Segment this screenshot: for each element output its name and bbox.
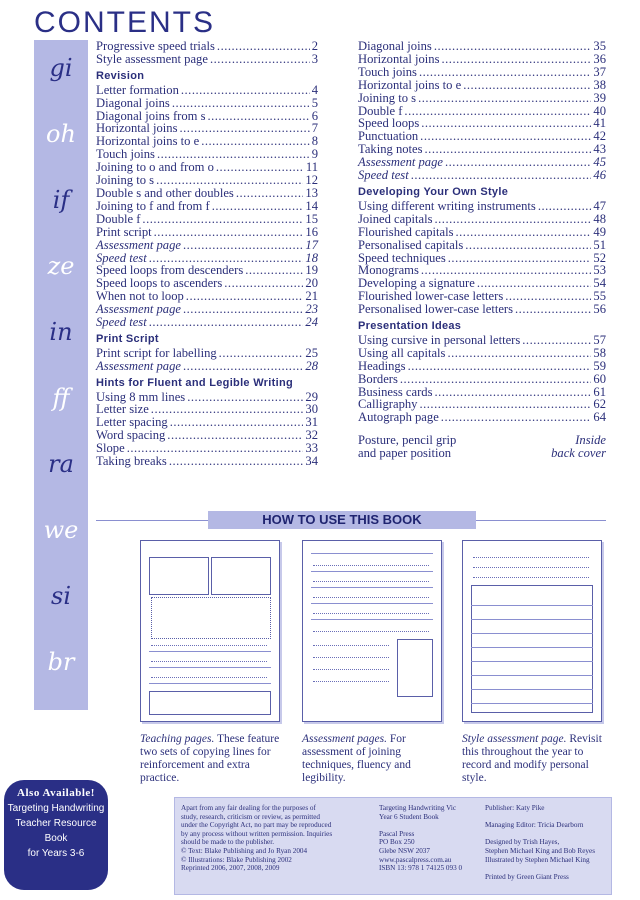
toc-entry-page: 16 bbox=[305, 224, 318, 239]
toc-entry-page: 46 bbox=[593, 168, 606, 183]
dot-leader bbox=[183, 303, 303, 316]
caption-style-assessment: Style assessment page. Revisit this throughout the year to record and modify personal style. bbox=[462, 733, 602, 784]
dot-leader bbox=[201, 135, 310, 148]
toc-entry-page: 55 bbox=[593, 289, 606, 304]
imprint-line: PO Box 250 bbox=[379, 838, 415, 847]
toc-entry bbox=[358, 200, 606, 213]
caption-teaching: Teaching pages. These feature two sets of copying lines for reinforcement and extra practice. bbox=[140, 733, 280, 784]
stripe-letter: si bbox=[51, 582, 71, 610]
section-heading: Revision bbox=[96, 69, 145, 82]
dot-leader bbox=[180, 122, 310, 135]
toc-entry-page: 64 bbox=[593, 410, 606, 425]
toc-entry-title: Speed loops bbox=[358, 116, 420, 131]
dot-leader bbox=[447, 347, 591, 360]
toc-entry-page: 42 bbox=[593, 129, 606, 144]
toc-entry bbox=[358, 40, 606, 53]
toc-entry-page: 53 bbox=[593, 263, 606, 278]
toc-entry-title: Flourished lower-case letters bbox=[358, 289, 504, 304]
assessment-page-thumbnail bbox=[302, 540, 442, 722]
imprint-credits bbox=[485, 804, 609, 881]
toc-entry-page: 12 bbox=[305, 173, 318, 188]
dot-leader bbox=[216, 161, 304, 174]
toc-entry-title: Autograph page bbox=[358, 410, 439, 425]
toc-entry-title: Diagonal joins bbox=[96, 95, 170, 110]
imprint-line bbox=[485, 830, 609, 839]
toc-entry bbox=[358, 411, 606, 424]
dot-leader bbox=[219, 347, 304, 360]
dot-leader bbox=[411, 169, 592, 182]
toc-entry-title: Speed test bbox=[96, 315, 147, 330]
toc-entry-title: Developing a signature bbox=[358, 276, 475, 291]
also-available-badge: Also Available! Targeting Handwriting Teacher Resource Book for Years 3-6 bbox=[4, 780, 108, 890]
toc-entry-title: Progressive speed trials bbox=[96, 39, 215, 53]
toc-entry-page: 47 bbox=[593, 198, 606, 213]
toc-entry-title: Joining to f and from f bbox=[96, 198, 210, 213]
toc-entry-page: 31 bbox=[305, 415, 318, 430]
toc-entry bbox=[96, 429, 318, 442]
toc-entry-page: 28 bbox=[305, 358, 318, 373]
imprint-line: © Text: Blake Publishing and Jo Ryan 2004 bbox=[181, 846, 308, 855]
toc-entry-title: Assessment page bbox=[96, 358, 181, 373]
toc-entry-page: 20 bbox=[305, 276, 318, 291]
dot-leader bbox=[212, 200, 304, 213]
toc-entry-title: Assessment page bbox=[358, 155, 443, 170]
dot-leader bbox=[181, 84, 310, 97]
stripe-letter: ff bbox=[52, 384, 70, 412]
stripe-letter: ra bbox=[48, 450, 74, 478]
toc-entry-title: Touch joins bbox=[358, 64, 417, 79]
caption-assessment: Assessment pages. For assessment of joining techniques, fluency and legibility. bbox=[302, 733, 411, 784]
toc-entry-title: Double s and other doubles bbox=[96, 185, 234, 200]
imprint-line: Pascal Press bbox=[379, 829, 415, 838]
dot-leader bbox=[224, 277, 303, 290]
toc-entry-page: 60 bbox=[593, 371, 606, 386]
toc-entry-page: 11 bbox=[305, 160, 318, 175]
imprint-copyright bbox=[181, 804, 371, 873]
toc-entry bbox=[96, 213, 318, 226]
toc-entry-page: 33 bbox=[305, 441, 318, 456]
toc-entry-page: 23 bbox=[305, 302, 318, 317]
toc-entry-title: Speed techniques bbox=[358, 250, 446, 265]
dot-leader bbox=[445, 156, 591, 169]
toc-entry bbox=[358, 226, 606, 239]
toc-entry-title: Business cards bbox=[358, 384, 433, 399]
toc-entry-title: Taking breaks bbox=[96, 454, 167, 469]
toc-entry-page: 30 bbox=[305, 402, 318, 417]
section-heading: Presentation Ideas bbox=[358, 320, 462, 333]
imprint-line bbox=[485, 864, 609, 873]
dot-leader bbox=[170, 416, 304, 429]
toc-entry-page: 35 bbox=[593, 39, 606, 53]
toc-entry bbox=[96, 200, 318, 213]
toc-entry-page: 52 bbox=[593, 250, 606, 265]
toc-entry-page: 5 bbox=[311, 95, 318, 110]
toc-entry-title: Calligraphy bbox=[358, 397, 418, 412]
imprint-line: ISBN 13: 978 1 74125 093 0 bbox=[379, 864, 463, 873]
decorative-letter-stripe bbox=[34, 40, 88, 710]
toc-entry-page: 4 bbox=[311, 82, 318, 97]
toc-entry-title: When not to loop bbox=[96, 289, 184, 304]
toc-entry-title: Taking notes bbox=[358, 142, 423, 157]
dot-leader bbox=[404, 105, 591, 118]
toc-entry-title: Horizontal joins to e bbox=[96, 134, 200, 149]
imprint-line: Glebe NSW 2037 bbox=[379, 846, 430, 855]
dot-leader bbox=[167, 429, 303, 442]
imprint-line: Stephen Michael King and Bob Reyes bbox=[485, 846, 595, 855]
dot-leader bbox=[419, 398, 591, 411]
section-heading: Print Script bbox=[96, 332, 159, 345]
toc-entry-title: Monograms bbox=[358, 263, 419, 278]
imprint-line: Managing Editor: Tricia Dearborn bbox=[485, 821, 584, 830]
toc-entry bbox=[96, 347, 318, 360]
dot-leader bbox=[421, 117, 591, 130]
toc-entry-page: 51 bbox=[593, 237, 606, 252]
posture-line2: and paper position bbox=[358, 446, 452, 461]
toc-entry bbox=[96, 239, 318, 252]
toc-entry-title: Personalised lower-case letters bbox=[358, 302, 514, 317]
imprint-publisher-address bbox=[379, 804, 479, 873]
dot-leader bbox=[207, 110, 309, 123]
dot-leader bbox=[420, 130, 591, 143]
imprint-line: Reprinted 2006, 2007, 2008, 2009 bbox=[181, 864, 280, 873]
toc-entry-page: 43 bbox=[593, 142, 606, 157]
dot-leader bbox=[183, 239, 303, 252]
toc-entry bbox=[358, 66, 606, 79]
dot-leader bbox=[418, 92, 591, 105]
toc-entry-title: Speed test bbox=[358, 168, 409, 183]
posture-page2: back cover bbox=[551, 446, 606, 461]
toc-entry-page: 9 bbox=[311, 147, 318, 162]
toc-entry-title: Horizontal joins bbox=[358, 51, 440, 66]
toc-entry-title: Joining to s bbox=[358, 90, 417, 105]
dot-leader bbox=[538, 200, 592, 213]
toc-entry-title: Letter spacing bbox=[96, 415, 168, 430]
toc-entry-page: 18 bbox=[305, 250, 318, 265]
toc-entry-page: 17 bbox=[305, 237, 318, 252]
toc-entry-page: 41 bbox=[593, 116, 606, 131]
toc-entry-title: Horizontal joins to e bbox=[358, 77, 462, 92]
toc-entry-title: Using cursive in personal letters bbox=[358, 332, 521, 347]
imprint-line: under the Copyright Act, no part may be reproduced bbox=[181, 821, 332, 830]
contents-column-right bbox=[358, 40, 606, 460]
posture-line1: Posture, pencil grip bbox=[358, 433, 457, 448]
toc-entry-title: Using all capitals bbox=[358, 345, 446, 360]
dot-leader bbox=[465, 239, 591, 252]
dot-leader bbox=[463, 79, 591, 92]
dot-leader bbox=[408, 360, 592, 373]
toc-entry bbox=[96, 53, 318, 66]
toc-entry-page: 15 bbox=[305, 211, 318, 226]
imprint-line: Printed by Green Giant Press bbox=[485, 872, 569, 881]
toc-entry bbox=[96, 360, 318, 373]
toc-entry-title: Assessment page bbox=[96, 302, 181, 317]
dot-leader bbox=[441, 411, 592, 424]
dot-leader bbox=[245, 264, 303, 277]
toc-entry-page: 37 bbox=[593, 64, 606, 79]
toc-entry bbox=[358, 334, 606, 347]
stripe-letter: we bbox=[43, 516, 79, 544]
stripe-letter: if bbox=[52, 186, 70, 214]
dot-leader bbox=[505, 290, 591, 303]
style-assessment-page-thumbnail bbox=[462, 540, 602, 722]
teaching-page-thumbnail bbox=[140, 540, 280, 722]
toc-entry bbox=[358, 169, 606, 182]
toc-entry bbox=[358, 79, 606, 92]
toc-entry-title: Letter formation bbox=[96, 82, 179, 97]
toc-entry-title: Headings bbox=[358, 358, 406, 373]
toc-entry bbox=[358, 303, 606, 316]
toc-entry-page: 34 bbox=[305, 454, 318, 469]
toc-entry bbox=[358, 373, 606, 386]
dot-leader bbox=[154, 226, 304, 239]
dot-leader bbox=[442, 53, 592, 66]
divider-line bbox=[476, 520, 606, 521]
toc-entry-title: Double f bbox=[96, 211, 141, 226]
toc-entry-title: Borders bbox=[358, 371, 398, 386]
contents-column-left bbox=[96, 40, 318, 468]
toc-entry-page: 3 bbox=[311, 51, 318, 66]
dot-leader bbox=[187, 391, 303, 404]
imprint-line: © Illustrations: Blake Publishing 2002 bbox=[181, 855, 292, 864]
toc-entry-page: 45 bbox=[593, 155, 606, 170]
dot-leader bbox=[142, 213, 303, 226]
toc-entry-title: Joining to o and from o bbox=[96, 160, 214, 175]
toc-entry-page: 49 bbox=[593, 224, 606, 239]
how-to-use-heading: HOW TO USE THIS BOOK bbox=[208, 511, 476, 529]
toc-entry bbox=[358, 92, 606, 105]
toc-entry bbox=[96, 226, 318, 239]
toc-entry-page: 13 bbox=[305, 185, 318, 200]
toc-entry-page: 61 bbox=[593, 384, 606, 399]
posture-page1: Inside bbox=[575, 433, 606, 448]
toc-entry-page: 19 bbox=[305, 263, 318, 278]
toc-entry-page: 8 bbox=[311, 134, 318, 149]
imprint-line: Apart from any fair dealing for the purposes of bbox=[181, 804, 316, 812]
toc-entry-page: 62 bbox=[593, 397, 606, 412]
imprint-line: Targeting Handwriting Vic bbox=[379, 804, 457, 812]
dot-leader bbox=[169, 455, 304, 468]
toc-entry-title: Assessment page bbox=[96, 237, 181, 252]
toc-entry-page: 57 bbox=[593, 332, 606, 347]
toc-entry-title: Speed loops from descenders bbox=[96, 263, 244, 278]
toc-entry-page: 48 bbox=[593, 211, 606, 226]
toc-entry bbox=[358, 53, 606, 66]
toc-entry bbox=[96, 187, 318, 200]
toc-entry-title: Using 8 mm lines bbox=[96, 389, 186, 404]
toc-entry-page: 14 bbox=[305, 198, 318, 213]
toc-entry bbox=[96, 40, 318, 53]
toc-entry-title: Flourished capitals bbox=[358, 224, 454, 239]
dot-leader bbox=[435, 213, 592, 226]
toc-entry-page: 40 bbox=[593, 103, 606, 118]
toc-entry bbox=[96, 455, 318, 468]
imprint-line bbox=[379, 821, 479, 830]
toc-entry-title: Double f bbox=[358, 103, 403, 118]
toc-entry-page: 21 bbox=[305, 289, 318, 304]
toc-entry-title: Punctuation bbox=[358, 129, 419, 144]
toc-entry-page: 54 bbox=[593, 276, 606, 291]
toc-entry-page: 29 bbox=[305, 389, 318, 404]
stripe-letter: gi bbox=[49, 54, 73, 82]
stripe-letter: br bbox=[47, 648, 75, 676]
toc-entry-title: Joined capitals bbox=[358, 211, 433, 226]
dot-leader bbox=[419, 66, 591, 79]
imprint-line: study, research, criticism or review, as permitted bbox=[181, 812, 320, 821]
dot-leader bbox=[236, 187, 304, 200]
toc-entry-title: Using different writing instruments bbox=[358, 198, 536, 213]
section-heading: Hints for Fluent and Legible Writing bbox=[96, 376, 293, 389]
toc-entry-page: 38 bbox=[593, 77, 606, 92]
toc-entry-title: Horizontal joins bbox=[96, 121, 178, 136]
toc-entry-title: Speed loops to ascenders bbox=[96, 276, 223, 291]
toc-entry-page: 25 bbox=[305, 345, 318, 360]
imprint-line bbox=[485, 813, 609, 822]
stripe-letter: oh bbox=[46, 120, 76, 148]
toc-entry-title: Touch joins bbox=[96, 147, 155, 162]
dot-leader bbox=[172, 97, 310, 110]
dot-leader bbox=[400, 373, 592, 386]
toc-entry-page: 24 bbox=[305, 315, 318, 330]
toc-entry bbox=[96, 97, 318, 110]
dot-leader bbox=[448, 252, 592, 265]
imprint-line: Year 6 Student Book bbox=[379, 812, 439, 821]
toc-entry-page: 39 bbox=[593, 90, 606, 105]
toc-entry-title: Joining to s bbox=[96, 173, 155, 188]
page-title: CONTENTS bbox=[34, 6, 215, 39]
toc-entry-page: 59 bbox=[593, 358, 606, 373]
toc-entry-page: 32 bbox=[305, 428, 318, 443]
imprint-line: by any process without written permission. Inquiries bbox=[181, 829, 333, 838]
toc-entry-title: Diagonal joins from s bbox=[96, 108, 206, 123]
dot-leader bbox=[456, 226, 592, 239]
toc-entry bbox=[96, 316, 318, 329]
toc-entry-title: Speed test bbox=[96, 250, 147, 265]
dot-leader bbox=[210, 53, 310, 66]
imprint-line: www.pascalpress.com.au bbox=[379, 855, 452, 864]
imprint-line: should be made to the publisher. bbox=[181, 838, 275, 847]
toc-entry bbox=[358, 239, 606, 252]
imprint-line: Designed by Trish Hayes, bbox=[485, 838, 560, 847]
toc-entry-title: Slope bbox=[96, 441, 125, 456]
imprint-line: Publisher: Katy Pike bbox=[485, 804, 545, 812]
dot-leader bbox=[425, 143, 592, 156]
toc-entry bbox=[96, 84, 318, 97]
dot-leader bbox=[434, 40, 592, 53]
toc-entry bbox=[358, 347, 606, 360]
toc-entry bbox=[358, 213, 606, 226]
imprint-box bbox=[174, 797, 612, 895]
stripe-letter: ze bbox=[47, 252, 75, 280]
dot-leader bbox=[522, 334, 591, 347]
toc-entry-page: 56 bbox=[593, 302, 606, 317]
stripe-letter: in bbox=[49, 318, 73, 346]
toc-entry-page: 36 bbox=[593, 51, 606, 66]
toc-entry bbox=[358, 360, 606, 373]
dot-leader bbox=[183, 360, 303, 373]
toc-entry-title: Diagonal joins bbox=[358, 39, 432, 53]
toc-entry-title: Word spacing bbox=[96, 428, 166, 443]
section-heading: Developing Your Own Style bbox=[358, 185, 509, 198]
divider-line bbox=[96, 520, 208, 521]
toc-entry-title: Personalised capitals bbox=[358, 237, 464, 252]
dot-leader bbox=[151, 403, 304, 416]
dot-leader bbox=[186, 290, 304, 303]
toc-entry-title: Print script bbox=[96, 224, 152, 239]
toc-entry-title: Letter size bbox=[96, 402, 149, 417]
toc-entry-page: 7 bbox=[311, 121, 318, 136]
dot-leader bbox=[435, 386, 592, 399]
imprint-line: Illustrated by Stephen Michael King bbox=[485, 855, 590, 864]
toc-entry-page: 6 bbox=[311, 108, 318, 123]
dot-leader bbox=[217, 40, 310, 53]
toc-entry-title: Style assessment page bbox=[96, 51, 208, 66]
toc-entry-title: Print script for labelling bbox=[96, 345, 217, 360]
toc-entry-page: 58 bbox=[593, 345, 606, 360]
dot-leader bbox=[515, 303, 591, 316]
toc-entry-page: 2 bbox=[311, 39, 318, 53]
toc-entry-posture bbox=[358, 434, 606, 460]
dot-leader bbox=[149, 316, 304, 329]
